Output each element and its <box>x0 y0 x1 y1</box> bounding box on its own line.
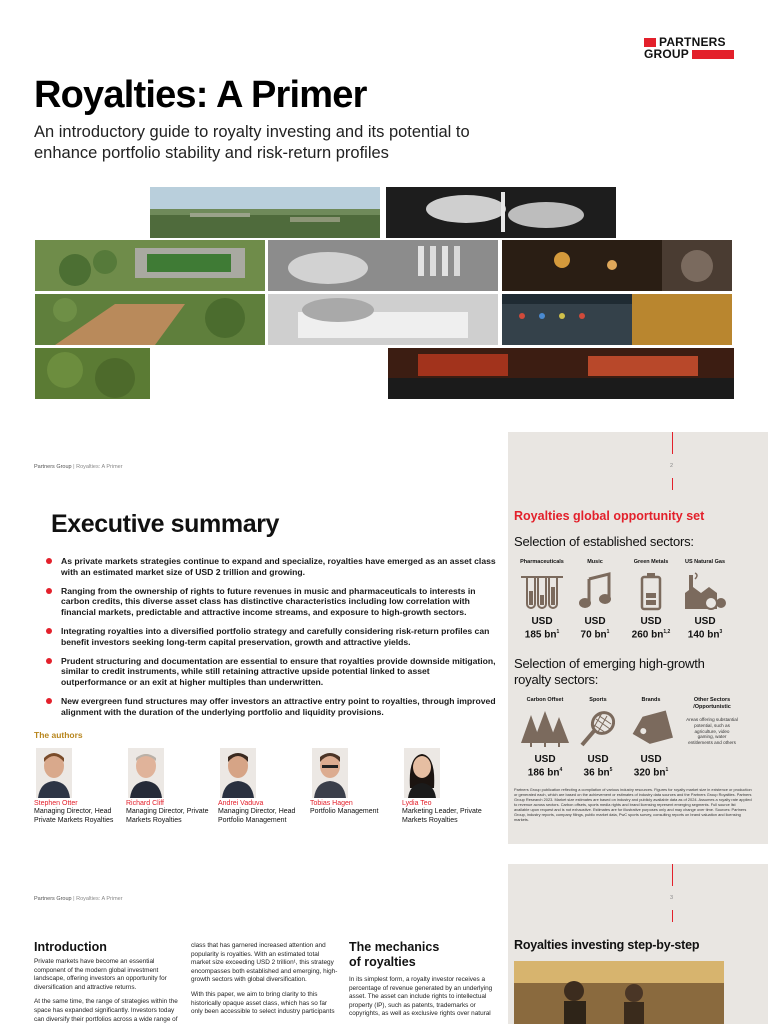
established-heading: Selection of established sectors: <box>514 534 694 549</box>
page-number: 3 <box>670 895 674 901</box>
bullet-dot-icon <box>46 658 52 664</box>
footnotes: Partners Group publication reflecting a compilation of various industry resources. Figures for royalty market size in existence or production or generated each, which are based on the achievement or estimates of industry data sources and the Partners Group Royalties. Partners Group Research 2023. Market size estimates are based on industry and publicly available data as of 2024. Assumes a royalty rate applied to revenue across sectors. Carbon offsets, sports media rights and brand licensing represent emerging segments. Full source list available upon request and is not exhaustive. Estimates are for illustrative purposes only and may change over time. Sources: Partners Group, industry reports, company filings, public market data, PwC sports survey, consulting reports on brand valuation and licensing markets. <box>514 787 752 822</box>
intro-column-1: Private markets have become an essential component of the modern global investment landscape, offering investors an opportunity for diversification and attractive returns. At the same time, the range of strategies within the space has expanded significantly. Investors today can diversify their portfolios across a wide range of <box>34 958 178 1023</box>
summary-bullets <box>46 556 496 726</box>
bullet-dot-icon <box>46 558 52 564</box>
sector-pharmaceuticals: Pharmaceuticals USD 185 $bn^1$ <box>513 559 571 640</box>
authors-label: The authors <box>34 730 83 740</box>
test-tubes-icon <box>513 569 571 613</box>
page-marker-top <box>672 864 673 886</box>
landscape-photo <box>150 187 380 238</box>
farmland-photo <box>35 294 265 345</box>
forest-icon <box>516 707 574 751</box>
cover-title: Royalties: A Primer <box>34 74 367 116</box>
avatar <box>128 748 164 798</box>
page-marker-bottom <box>672 910 673 922</box>
stadium-photo <box>35 240 265 291</box>
sector-us-natural-gas: US Natural Gas USD 140 $bn^3$ <box>676 559 734 640</box>
summary-bullet: As private markets strategies continue to expand and specialize, royalties have emerged as an asset class with an estimated market size of USD 2 trillion and growing. <box>46 556 496 578</box>
music-note-icon <box>566 569 624 613</box>
other-sectors-note: Areas offering substantial potential, such as agriculture, video gaming, water entitlements and others <box>686 717 738 746</box>
intro-column-2: class that has garnered increased attention and popularity is royalties. With an estimated total market size exceeding USD 2 trillion¹, this strategy encompasses both established and emerging, high-growth sectors with global diversification. With this paper, we aim to bring clarity to this historically opaque asset class, which has so far only been accessible to select industry participants <box>191 942 338 1016</box>
concert-lights-photo <box>502 240 732 291</box>
avatar <box>36 748 72 798</box>
bullet-dot-icon <box>46 588 52 594</box>
author-card: Lydia Teo Marketing Leader, Private Markets Royalties <box>402 748 497 825</box>
running-head: Partners Group | Royalties: A Primer <box>34 896 123 902</box>
avatar <box>220 748 256 798</box>
summary-bullet: New evergreen fund structures may offer investors an attractive entry point to royalties, through improved alignment with the duration of the underlying portfolio and liquidity provisions. <box>46 696 496 718</box>
battery-icon <box>622 569 680 613</box>
avatar <box>312 748 348 798</box>
introduction-heading: Introduction <box>34 940 107 954</box>
mechanics-heading: The mechanics of royalties <box>349 940 440 969</box>
people-outdoor-photo <box>514 961 724 1024</box>
bullet-dot-icon <box>46 628 52 634</box>
writing-hand-photo <box>268 240 498 291</box>
step-by-step-heading: Royalties investing step-by-step <box>514 938 700 952</box>
trees-photo <box>35 348 150 399</box>
sector-music: Music USD 70 $bn^1$ <box>566 559 624 640</box>
summary-bullet: Ranging from the ownership of rights to future revenues in music and pharmaceuticals to interests in carbon credits, this diverse asset class has distinctive characteristics including low correlation with financial markets, predictable and attractive income streams, and exposure to high-growth sectors. <box>46 586 496 618</box>
mechanics-text: In its simplest form, a royalty investor receives a percentage of revenue generated by an underlying asset. The asset can include rights to intellectual property (IP), such as patents, trademarks or copyrights, as well as exclusive rights over natural <box>349 976 493 1018</box>
page-marker-bottom <box>672 478 673 490</box>
opportunity-title: Royalties global opportunity set <box>514 509 705 523</box>
summary-bullet: Prudent structuring and documentation are essential to ensure that royalties provide downside mitigation, similar to credit instruments, while still retaining attractive upside potential linked to asset outperformance or an exit at higher multiples than underwritten. <box>46 656 496 688</box>
sector-brands: Brands USD 320 $bn^1$ <box>622 697 680 778</box>
avatar <box>404 748 440 798</box>
page-number: 2 <box>670 463 674 469</box>
document-signing-photo <box>268 294 498 345</box>
gas-plant-icon <box>676 569 734 613</box>
summary-bullet: Integrating royalties into a diversified portfolio strategy and carefully considering risk-return profiles can benefit investors seeking long-term capital preservation, growth and attractive yields. <box>46 626 496 648</box>
partners-group-logo: PARTNERS GROUP <box>644 36 734 60</box>
price-tag-icon <box>622 707 680 751</box>
executive-summary-heading: Executive summary <box>51 510 280 538</box>
author-card: Andrei Vaduva Managing Director, Head Portfolio Management <box>218 748 313 825</box>
running-head: Partners Group | Royalties: A Primer <box>34 464 123 470</box>
sector-carbon-offset: Carbon Offset USD 186 $bn^4$ <box>516 697 574 778</box>
author-card: Stephen Otter Managing Director, Head Private Markets Royalties <box>34 748 129 825</box>
audio-equipment-photo <box>388 348 734 399</box>
sector-green-metals: Green Metals USD 260 bn$^{1,2}$ <box>622 559 680 640</box>
author-card: Tobias Hagen Portfolio Management <box>310 748 405 816</box>
sector-other: Other Sectors /Opportunistic <box>693 697 731 710</box>
lab-hands-photo <box>386 187 616 238</box>
tennis-racket-icon <box>569 707 627 751</box>
page-marker-top <box>672 432 673 454</box>
mixing-console-photo <box>502 294 732 345</box>
bullet-dot-icon <box>46 698 52 704</box>
emerging-heading: Selection of emerging high-growth royalty sectors: <box>514 656 705 687</box>
author-card: Richard Cliff Managing Director, Private Markets Royalties <box>126 748 221 825</box>
sector-sports: Sports USD 36 $bn^5$ <box>569 697 627 778</box>
cover-subtitle: An introductory guide to royalty investing and its potential to enhance portfolio stability and risk-return profiles <box>34 123 470 162</box>
